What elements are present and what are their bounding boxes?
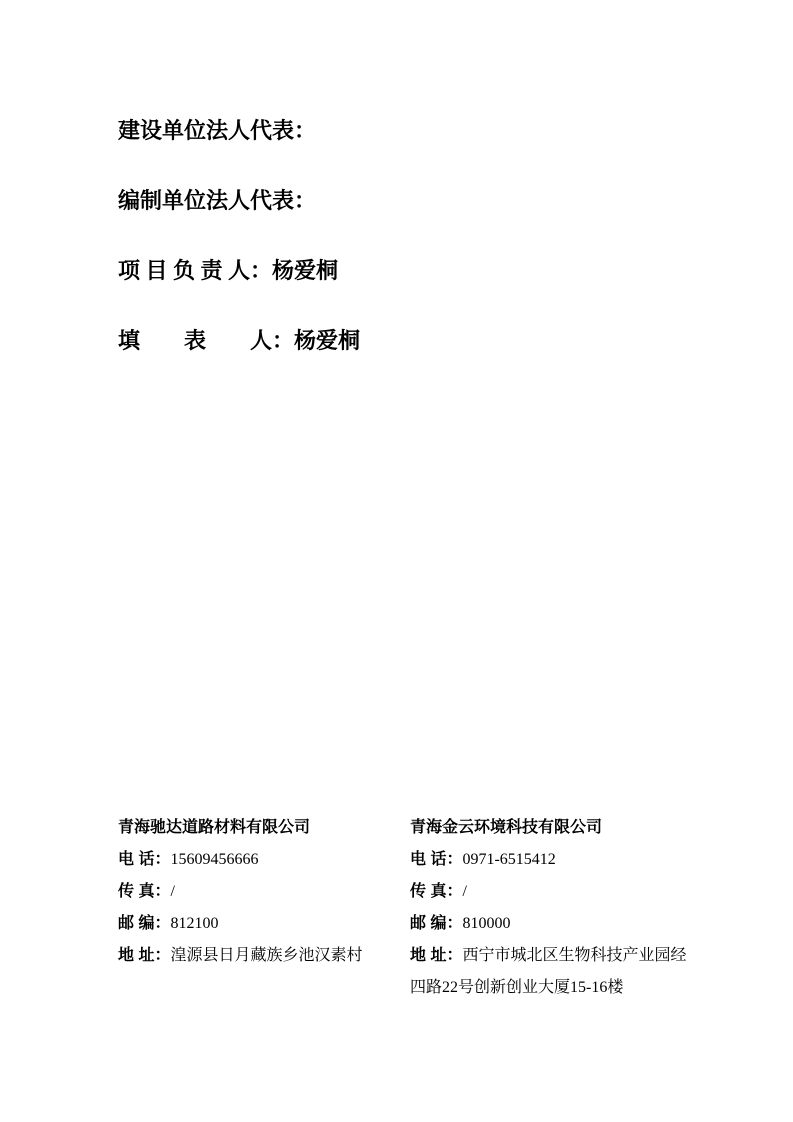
contact-row-fax <box>118 876 410 908</box>
address-label: 地 址： <box>118 947 171 964</box>
contact-info-section <box>118 812 740 1004</box>
phone-value: 15609456666 <box>170 851 259 868</box>
postcode-value: 810000 <box>462 915 511 932</box>
contact-row-phone <box>410 844 740 876</box>
contact-row-phone <box>118 844 410 876</box>
contact-row-address <box>410 940 740 1004</box>
postcode-label: 邮 编： <box>118 915 171 932</box>
signature-label: 填 表 人： <box>118 328 295 353</box>
company-name: 青海驰达道路材料有限公司 <box>118 819 311 836</box>
signature-block <box>118 119 360 353</box>
address-value-line2: 四路22号创新创业大厦15-16楼 <box>410 979 624 996</box>
signature-line-form-filler <box>118 329 360 353</box>
fax-value: / <box>170 883 175 900</box>
postcode-value: 812100 <box>170 915 219 932</box>
signature-value: 杨爱桐 <box>294 328 361 353</box>
phone-label: 电 话： <box>118 851 171 868</box>
company-name: 青海金云环境科技有限公司 <box>410 819 603 836</box>
contact-row-postcode <box>410 908 740 940</box>
postcode-label: 邮 编： <box>410 915 463 932</box>
contact-row-postcode <box>118 908 410 940</box>
signature-label: 编制单位法人代表： <box>118 188 317 213</box>
fax-label: 传 真： <box>410 883 463 900</box>
fax-value: / <box>462 883 467 900</box>
contact-row-fax <box>410 876 740 908</box>
signature-line-project-leader <box>118 259 360 283</box>
contact-row-address <box>118 940 410 972</box>
address-label: 地 址： <box>410 947 463 964</box>
signature-label: 项 目 负 责 人： <box>118 258 273 283</box>
signature-value: 杨爱桐 <box>272 258 339 283</box>
address-value: 西宁市城北区生物科技产业园经 <box>462 947 687 964</box>
fax-label: 传 真： <box>118 883 171 900</box>
signature-label: 建设单位法人代表： <box>118 118 317 143</box>
contact-column-consulting-company <box>410 812 740 1004</box>
phone-label: 电 话： <box>410 851 463 868</box>
address-value: 湟源县日月藏族乡池汉素村 <box>170 947 363 964</box>
phone-value: 0971-6515412 <box>462 851 556 868</box>
signature-line-construction-unit-representative <box>118 119 360 143</box>
contact-column-construction-company <box>118 812 410 1004</box>
signature-line-compilation-unit-representative <box>118 189 360 213</box>
